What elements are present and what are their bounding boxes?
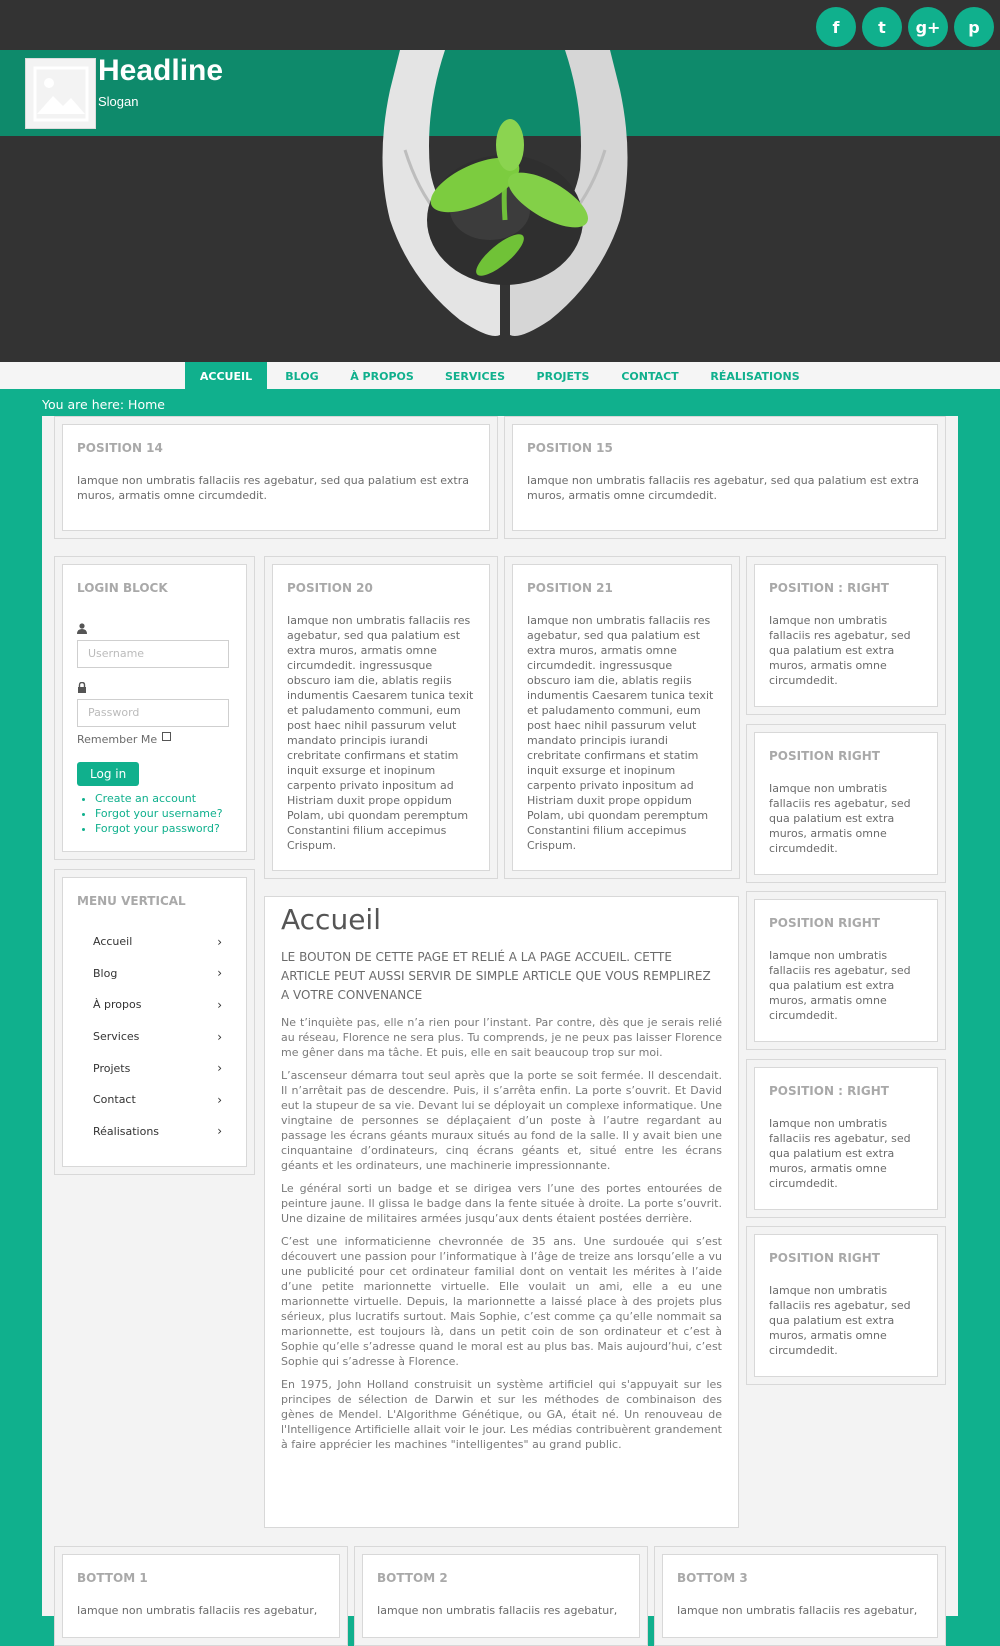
nav-item-projets[interactable]: PROJETS — [536, 370, 590, 383]
username-input[interactable]: Username — [77, 640, 229, 668]
remember-me-label: Remember Me — [77, 733, 158, 746]
vmenu-item-accueil[interactable] — [77, 926, 232, 958]
pinterest-icon[interactable]: p — [954, 7, 994, 47]
vmenu-item-label: Accueil — [93, 935, 133, 949]
article-paragraph: C’est une informaticienne chevronnée de 35 ans. Une surdouée qui s’est découvert une passion pour l’informatique à l’âge de treize ans lorsqu’elle a vu une publicité pour cet ordinateur familial dont on ventait les mérites à l’aide d’une petite marionnette virtuelle. Elle voulait un ami, elle a eu une marionnette virtuelle. Depuis, la marionnette a laissé place à des projets plus sérieux, plus lucratifs surtout. Mais Sophie, c’est comme ça qu’elle nommait sa marionnette, est toujours là, dans un petit coin de son ordinateur et c’est à Sophie qu’elle s’adresse quand le moral est au plus bas. Mais aujourd’hui, c’est Sophie qui s’adresse à Florence. — [281, 1235, 722, 1368]
module-bottom-2 — [354, 1546, 648, 1646]
vmenu-item-label: Blog — [93, 966, 118, 980]
vertical-menu-title: MENU VERTICAL — [77, 894, 186, 908]
article-paragraph: Ne t’inquiète pas, elle n’a rien pour l’instant. Par contre, dès que je serais relié au réseau, Florence ne sera plus. Tu comprends, je ne peux pas laisser Florence me gêner dans ma tâche. Et puis, elle en sait beaucoup trop sur moi. — [281, 1016, 722, 1059]
module-position-20 — [264, 556, 498, 879]
module-bottom-1 — [54, 1546, 348, 1646]
nav-item-accueil[interactable]: ACCUEIL — [185, 362, 267, 392]
article-title: Accueil — [281, 903, 381, 936]
module-text: Iamque non umbratis fallaciis res agebatur, — [677, 1604, 918, 1617]
module-title: POSITION RIGHT — [769, 749, 880, 763]
logo-placeholder-icon[interactable] — [25, 58, 96, 129]
module-title: BOTTOM 2 — [377, 1571, 448, 1585]
module-text: Iamque non umbratis fallaciis res agebatur, sed qua palatium est extra muros, armatis omne circumdedit. ingressusque obscuro iam die, ablatis regiis indumentis Caesarem tunica texit et paludamento communi, eum post haec nihil passurum velut mandato principis iurandi crebritate confirmans et statim inquit exsurge et inopinum carpento privato inpositum ad Histriam duxit prope oppidum Polam, ubi quondam peremptum Constantini filium accepimus Crispum. — [287, 614, 474, 852]
module-position-right-4 — [746, 1059, 946, 1218]
module-text: Iamque non umbratis fallaciis res agebatur, sed qua palatium est extra muros, armatis omne circumdedit. — [769, 1284, 911, 1357]
nav-item-blog[interactable]: BLOG — [285, 370, 319, 383]
remember-me-row — [77, 733, 232, 746]
site-slogan: Slogan — [98, 94, 139, 109]
module-title: POSITION 15 — [527, 441, 613, 455]
google-plus-icon[interactable]: g+ — [908, 7, 948, 47]
module-title: POSITION 14 — [77, 441, 163, 455]
article-paragraph: En 1975, John Holland construisit un système artificiel qui s'appuyait sur les principes de sélection de Darwin et sur les méthodes de combinaison des gènes de Mendel. L'Algorithme Génétique, ou GA, était né. Un renouveau de l'Intelligence Artificielle allait voir le jour. Les médias contribuèrent grandement à faire apprécier les machines "intelligentes" au grand public. — [281, 1378, 722, 1451]
module-text: Iamque non umbratis fallaciis res agebatur, sed qua palatium est extra muros, armatis omne circumdedit. — [527, 474, 919, 502]
vmenu-item-label: Services — [93, 1030, 140, 1044]
main-article — [264, 896, 739, 1528]
module-title: POSITION 21 — [527, 581, 613, 595]
lock-icon — [77, 678, 232, 697]
module-position-right-5 — [746, 1226, 946, 1385]
article-lead: LE BOUTON DE CETTE PAGE ET RELIÉ A LA PAGE ACCUEIL. CETTE ARTICLE PEUT AUSSI SERVIR DE SIMPLE ARTICLE QUE VOUS REMPLIREZ A VOTRE CONVENANCE — [281, 950, 711, 1002]
vertical-menu — [77, 926, 232, 1147]
module-text: Iamque non umbratis fallaciis res agebatur, sed qua palatium est extra muros, armatis omne circumdedit. — [769, 782, 911, 855]
vmenu-item-services[interactable] — [77, 1021, 232, 1053]
login-button[interactable]: Log in — [77, 762, 139, 786]
login-title: LOGIN BLOCK — [77, 581, 168, 595]
chevron-right-icon: › — [217, 1029, 222, 1044]
main-content — [42, 416, 958, 1616]
module-position-14 — [54, 416, 498, 539]
module-text: Iamque non umbratis fallaciis res agebatur, — [377, 1604, 618, 1617]
chevron-right-icon: › — [217, 934, 222, 949]
module-text: Iamque non umbratis fallaciis res agebatur, sed qua palatium est extra muros, armatis omne circumdedit. — [769, 949, 911, 1022]
article-paragraph: L’ascenseur démarra tout seul après que la porte se soit fermée. Il descendait. Il n’arrêtait pas de descendre. Puis, il s’arrêta enfin. La porte s’ouvrit. Et David eut la stupeur de sa vie. Devant lui se déployait un complexe informatique. Une vingtaine de personnes se déplaçaient d’un poste à l’autre regardant au passage les écrans géants muraux situés au fond de la salle. Il y avait bien une cinquantaine d’ordinateurs, cinq écrans géants et, situé entre les écrans géants et les ordinateurs, une machinerie impressionnante. — [281, 1069, 722, 1172]
vertical-menu-block — [54, 869, 255, 1175]
login-links — [77, 791, 232, 836]
module-position-15 — [504, 416, 946, 539]
module-bottom-3 — [654, 1546, 946, 1646]
nav-item-a-propos[interactable]: À PROPOS — [350, 370, 414, 383]
breadcrumb: You are here: Home — [42, 397, 165, 412]
nav-item-services[interactable]: SERVICES — [444, 370, 506, 383]
chevron-right-icon: › — [217, 1061, 222, 1076]
module-position-right-3 — [746, 891, 946, 1050]
login-block — [54, 556, 255, 860]
module-position-right-2 — [746, 724, 946, 883]
chevron-right-icon: › — [217, 966, 222, 981]
vmenu-item-realisations[interactable] — [77, 1116, 232, 1148]
nav-item-contact[interactable]: CONTACT — [621, 370, 679, 383]
vmenu-item-label: Projets — [93, 1061, 131, 1075]
forgot-password-link[interactable]: • Forgot your password? — [95, 821, 232, 836]
module-title: BOTTOM 3 — [677, 1571, 748, 1585]
module-title: POSITION 20 — [287, 581, 373, 595]
chevron-right-icon: › — [217, 1124, 222, 1139]
password-input[interactable]: Password — [77, 699, 229, 727]
module-position-21 — [504, 556, 740, 879]
module-title: BOTTOM 1 — [77, 1571, 148, 1585]
vmenu-item-blog[interactable] — [77, 958, 232, 990]
facebook-icon[interactable]: f — [816, 7, 856, 47]
module-text: Iamque non umbratis fallaciis res agebatur, sed qua palatium est extra muros, armatis omne circumdedit. — [77, 474, 469, 502]
module-position-right-1 — [746, 556, 946, 715]
nav-item-realisations[interactable]: RÉALISATIONS — [710, 370, 800, 383]
vmenu-item-a-propos[interactable] — [77, 989, 232, 1021]
module-text: Iamque non umbratis fallaciis res agebatur, — [77, 1604, 318, 1617]
chevron-right-icon: › — [217, 1092, 222, 1107]
chevron-right-icon: › — [217, 997, 222, 1012]
module-text: Iamque non umbratis fallaciis res agebatur, sed qua palatium est extra muros, armatis omne circumdedit. — [769, 614, 911, 687]
module-text: Iamque non umbratis fallaciis res agebatur, sed qua palatium est extra muros, armatis omne circumdedit. — [769, 1117, 911, 1190]
twitter-icon[interactable]: t — [862, 7, 902, 47]
module-title: POSITION RIGHT — [769, 916, 880, 930]
vmenu-item-label: Réalisations — [93, 1124, 160, 1138]
main-navigation — [0, 362, 1000, 392]
site-header — [0, 50, 1000, 362]
module-title: POSITION : RIGHT — [769, 581, 889, 595]
create-account-link[interactable]: • Create an account — [95, 791, 232, 806]
module-title: POSITION : RIGHT — [769, 1084, 889, 1098]
vmenu-item-contact[interactable] — [77, 1084, 232, 1116]
forgot-username-link[interactable]: • Forgot your username? — [95, 806, 232, 821]
module-text: Iamque non umbratis fallaciis res agebatur, sed qua palatium est extra muros, armatis omne circumdedit. ingressusque obscuro iam die, ablatis regiis indumentis Caesarem tunica texit et paludamento communi, eum post haec nihil passurum velut mandato principis iurandi crebritate confirmans et statim inquit exsurge et inopinum carpento privato inpositum ad Histriam duxit prope oppidum Polam, ubi quondam peremptum Constantini filium accepimus Crispum. — [527, 614, 714, 852]
top-bar — [0, 0, 1000, 50]
user-icon — [77, 619, 232, 638]
module-title: POSITION RIGHT — [769, 1251, 880, 1265]
vmenu-item-projets[interactable] — [77, 1052, 232, 1084]
site-title[interactable]: Headline — [98, 54, 224, 87]
vmenu-item-label: À propos — [93, 998, 142, 1012]
remember-me-checkbox[interactable] — [162, 732, 171, 741]
vmenu-item-label: Contact — [93, 1093, 136, 1107]
article-paragraph: Le général sorti un badge et se dirigea vers l’une des portes entourées de peinture jaune. Il glissa le badge dans la fente située à droite. La porte s’ouvrit. Une dizaine de militaires armées jusqu’aux dents étaient postées derrière. — [281, 1182, 722, 1225]
hero-hands-plant-image — [370, 50, 640, 350]
